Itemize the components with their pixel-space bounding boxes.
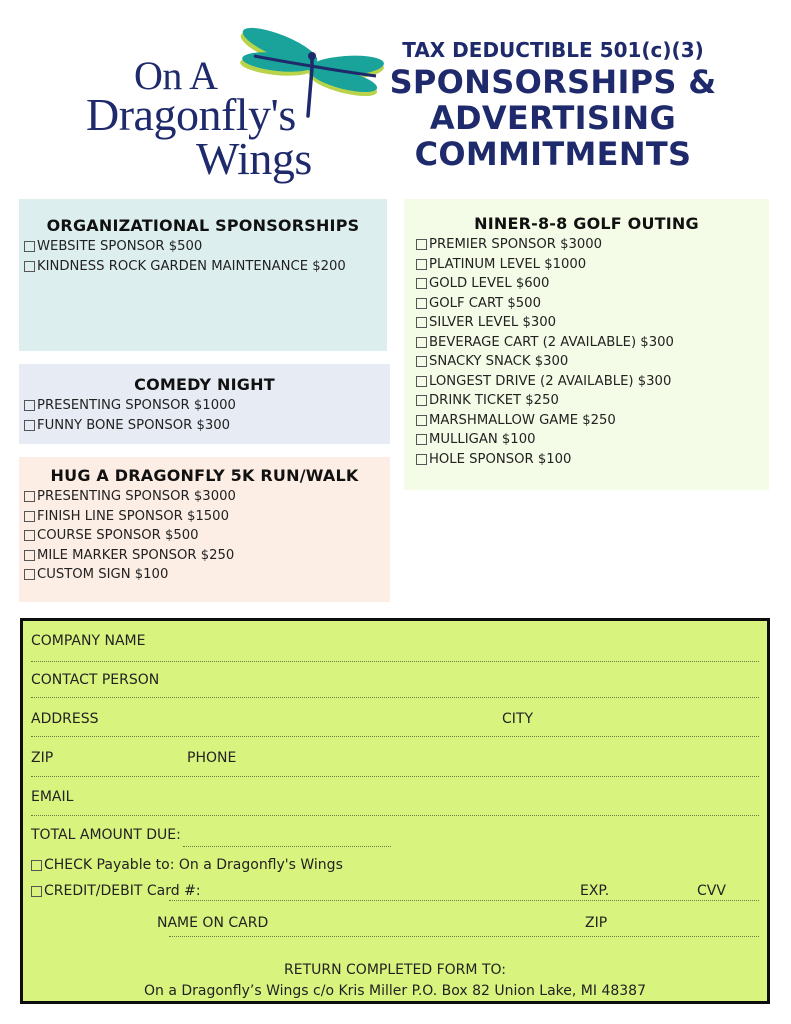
sponsorship-option[interactable] bbox=[24, 565, 390, 585]
option-label: SILVER LEVEL $300 bbox=[429, 315, 556, 330]
address-label: ADDRESS bbox=[31, 711, 99, 727]
sponsorship-option[interactable] bbox=[416, 235, 769, 255]
tax-deductible-label: TAX DEDUCTIBLE 501(c)(3) bbox=[402, 38, 704, 62]
checkbox[interactable] bbox=[416, 278, 427, 289]
checkbox[interactable] bbox=[416, 337, 427, 348]
cvv-label: CVV bbox=[697, 883, 726, 899]
checkbox[interactable] bbox=[416, 454, 427, 465]
checkbox[interactable] bbox=[24, 511, 35, 522]
option-label: BEVERAGE CART (2 AVAILABLE) $300 bbox=[429, 334, 674, 350]
return-instructions: RETURN COMPLETED FORM TO: bbox=[284, 962, 506, 978]
option-label: CUSTOM SIGN $100 bbox=[37, 567, 169, 582]
check-payment-label: CHECK Payable to: On a Dragonfly's Wings bbox=[44, 857, 343, 873]
page-title-line-2: ADVERTISING bbox=[429, 99, 677, 137]
checkbox[interactable] bbox=[24, 420, 35, 431]
card-payment-label: CREDIT/DEBIT Card #: bbox=[44, 883, 201, 899]
option-label: WEBSITE SPONSOR $500 bbox=[37, 239, 203, 254]
page-title-line-1: SPONSORSHIPS & bbox=[389, 63, 717, 101]
checkbox[interactable] bbox=[416, 317, 427, 328]
checkbox[interactable] bbox=[31, 860, 42, 871]
option-label: FUNNY BONE SPONSOR $300 bbox=[37, 417, 231, 433]
address-field[interactable] bbox=[31, 705, 759, 737]
option-label: COURSE SPONSOR $500 bbox=[37, 528, 199, 543]
company-name-label: COMPANY NAME bbox=[31, 633, 146, 649]
sponsorship-option[interactable] bbox=[416, 372, 769, 392]
zip-label: ZIP bbox=[31, 750, 54, 766]
option-label: DRINK TICKET $250 bbox=[429, 393, 559, 408]
option-label: GOLD LEVEL $600 bbox=[429, 276, 550, 291]
sponsorship-option[interactable] bbox=[416, 274, 769, 294]
option-label: MARSHMALLOW GAME $250 bbox=[429, 412, 616, 428]
option-label: PRESENTING SPONSOR $1000 bbox=[37, 398, 236, 413]
sponsorship-option[interactable] bbox=[416, 255, 769, 275]
run-walk-section bbox=[19, 457, 390, 602]
section-title: ORGANIZATIONAL SPONSORSHIPS bbox=[46, 216, 360, 235]
checkbox[interactable] bbox=[24, 491, 35, 502]
name-on-card-label: NAME ON CARD bbox=[157, 915, 269, 931]
commitment-form bbox=[20, 618, 770, 1004]
organization-logo bbox=[84, 26, 394, 191]
logo-line-2: Dragonfly's bbox=[86, 89, 296, 140]
checkbox[interactable] bbox=[416, 356, 427, 367]
option-label: PREMIER SPONSOR $3000 bbox=[429, 237, 603, 252]
sponsorship-option[interactable] bbox=[416, 313, 769, 333]
city-label: CITY bbox=[502, 711, 534, 727]
sponsorship-option[interactable] bbox=[416, 430, 769, 450]
sponsorship-option[interactable] bbox=[24, 487, 390, 507]
option-label: HOLE SPONSOR $100 bbox=[429, 451, 572, 467]
sponsorship-option[interactable] bbox=[416, 411, 769, 431]
total-amount-due-label: TOTAL AMOUNT DUE: bbox=[31, 827, 181, 843]
checkbox[interactable] bbox=[24, 400, 35, 411]
sponsorship-option[interactable] bbox=[24, 396, 390, 416]
option-label: MILE MARKER SPONSOR $250 bbox=[37, 547, 235, 563]
checkbox[interactable] bbox=[24, 550, 35, 561]
option-label: KINDNESS ROCK GARDEN MAINTENANCE $200 bbox=[37, 258, 346, 274]
return-address: On a Dragonfly’s Wings c/o Kris Miller P.O. Box 82 Union Lake, MI 48387 bbox=[143, 983, 646, 999]
email-label: EMAIL bbox=[31, 789, 74, 805]
sponsorship-option[interactable] bbox=[416, 333, 769, 353]
checkbox[interactable] bbox=[416, 434, 427, 445]
organizational-sponsorships-section bbox=[19, 199, 387, 351]
section-title: HUG A DRAGONFLY 5K RUN/WALK bbox=[50, 466, 359, 485]
check-payment-option[interactable] bbox=[31, 857, 343, 873]
contact-person-field[interactable] bbox=[31, 666, 759, 698]
option-label: SNACKY SNACK $300 bbox=[429, 354, 569, 369]
card-payment-option[interactable] bbox=[31, 883, 201, 899]
sponsorship-list bbox=[404, 235, 769, 469]
option-label: FINISH LINE SPONSOR $1500 bbox=[37, 508, 229, 524]
golf-outing-section bbox=[404, 199, 769, 490]
sponsorship-option[interactable] bbox=[24, 257, 387, 277]
option-label: LONGEST DRIVE (2 AVAILABLE) $300 bbox=[429, 373, 672, 389]
company-name-field[interactable] bbox=[31, 630, 759, 662]
card-zip-label: ZIP bbox=[585, 915, 608, 931]
section-title: NINER-8-8 GOLF OUTING bbox=[474, 214, 699, 233]
sponsorship-option[interactable] bbox=[24, 546, 390, 566]
checkbox[interactable] bbox=[416, 395, 427, 406]
page-header bbox=[388, 38, 718, 172]
card-number-input[interactable] bbox=[169, 900, 759, 901]
checkbox[interactable] bbox=[24, 241, 35, 252]
zip-phone-field[interactable] bbox=[31, 745, 759, 777]
email-field[interactable] bbox=[31, 784, 759, 816]
sponsorship-option[interactable] bbox=[416, 391, 769, 411]
checkbox[interactable] bbox=[24, 530, 35, 541]
sponsorship-list bbox=[19, 487, 390, 585]
sponsorship-option[interactable] bbox=[24, 526, 390, 546]
comedy-night-section bbox=[19, 364, 390, 444]
checkbox[interactable] bbox=[416, 239, 427, 250]
section-title: COMEDY NIGHT bbox=[134, 375, 275, 394]
exp-label: EXP. bbox=[580, 883, 610, 899]
checkbox[interactable] bbox=[24, 261, 35, 272]
sponsorship-option[interactable] bbox=[416, 352, 769, 372]
page-title-line-3: COMMITMENTS bbox=[414, 135, 692, 173]
checkbox[interactable] bbox=[416, 259, 427, 270]
checkbox[interactable] bbox=[416, 298, 427, 309]
checkbox[interactable] bbox=[416, 415, 427, 426]
logo-line-1: On A bbox=[134, 53, 218, 98]
checkbox[interactable] bbox=[31, 886, 42, 897]
total-amount-due-input[interactable] bbox=[183, 846, 391, 847]
sponsorship-option[interactable] bbox=[416, 294, 769, 314]
option-label: GOLF CART $500 bbox=[429, 295, 541, 311]
sponsorship-list bbox=[19, 237, 387, 276]
sponsorship-option[interactable] bbox=[24, 507, 390, 527]
logo-line-3: Wings bbox=[196, 133, 312, 184]
sponsorship-option[interactable] bbox=[416, 450, 769, 470]
contact-person-label: CONTACT PERSON bbox=[31, 672, 160, 688]
sponsorship-option[interactable] bbox=[24, 416, 390, 436]
phone-label: PHONE bbox=[187, 750, 237, 766]
option-label: PRESENTING SPONSOR $3000 bbox=[37, 489, 236, 504]
sponsorship-option[interactable] bbox=[24, 237, 387, 257]
option-label: PLATINUM LEVEL $1000 bbox=[429, 256, 587, 272]
option-label: MULLIGAN $100 bbox=[429, 432, 536, 447]
checkbox[interactable] bbox=[24, 569, 35, 580]
name-on-card-input[interactable] bbox=[169, 936, 759, 937]
checkbox[interactable] bbox=[416, 376, 427, 387]
sponsorship-list bbox=[19, 396, 390, 435]
